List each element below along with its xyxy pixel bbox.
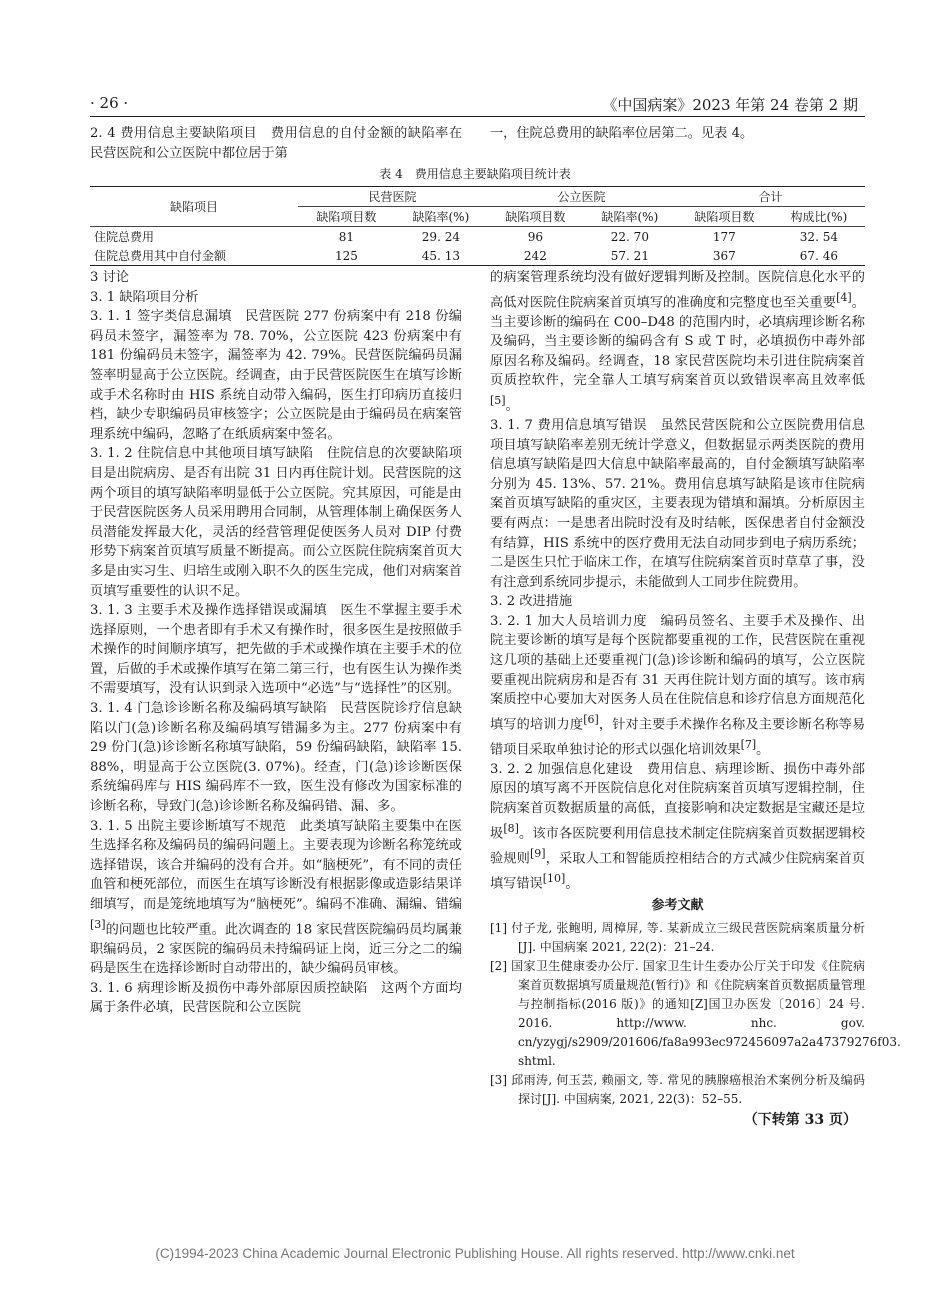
subheader: 缺陷率(%)	[601, 210, 659, 224]
intro-text-right: 一，住院总费用的缺陷率位居第二。见表 4。	[490, 126, 754, 141]
group-header: 民营医院	[298, 187, 487, 207]
table-cell: 242	[523, 248, 547, 263]
paragraph: 3. 1. 3 主要手术及操作选择错误或漏填 医生不掌握主要手术选择原则，一个患者即有手术又有操作时，很多医生是按照做手术操作的时间顺序填写，把先做的手术或操作填在主要手术的位置，后做的手术或操作填写在第二第三行，也有医生认为操作类不需要填写，没有认识到录入选项中“必选”与“选择性”的区别。	[90, 603, 462, 697]
left-column	[90, 268, 462, 1018]
table-row	[90, 246, 865, 266]
table-cell: 22. 70	[610, 229, 649, 244]
intro-right	[490, 124, 865, 144]
table-cell: 96	[527, 229, 544, 244]
header-rule	[90, 116, 865, 117]
paragraph: 3. 1. 4 门急诊诊断名称及编码填写缺陷 民营医院诊疗信息缺陷以门(急)诊断名称及编码填写错漏多为主。277 份病案中有 29 份门(急)诊诊断名称填写缺陷，59 份编码缺陷，缺陷率 15. 88%，明显高于公立医院(3. 07%)。经查，门(急)诊诊断医保系统编码库与 HIS 编码库不一致，医生没有修改为国家标准的诊断名称，导致门(急)诊诊断名称及编码错、漏、多。	[90, 701, 462, 815]
text-run: 3. 1. 5 出院主要诊断填写不规范 此类填写缺陷主要集中在医生选择名称及编码员的编码问题上。主要表现为诊断名称笼统或选择错误，该合并编码的没有合并。如“脑梗死”，有不同的责任血管和梗死部位，而医生在填写诊断没有根据影像或造影结果详细填写，而是笼统地填写为“脑梗死”。编码不准确、漏编、错编	[90, 818, 462, 912]
citation: [4]	[836, 290, 852, 304]
paragraph	[490, 268, 865, 416]
section-heading: 3. 2 改进措施	[490, 594, 573, 610]
section-heading: 3. 1 缺陷项目分析	[90, 289, 199, 305]
text-run: ，针对主要手术操作名称及主要诊断名称等易错项目采取单独讨论的形式以强化培训效果	[490, 717, 866, 758]
citation: [5]	[490, 393, 506, 407]
paragraph: 3. 1. 6 病理诊断及损伤中毒外部原因质控缺陷 这两个方面均属于条件必填，民营医院和公立医院	[90, 980, 462, 1016]
text-run: 3. 2. 2 加强信息化建设 费用信息、病理诊断、损伤中毒外部原因的填写离不开医院信息化对住院病案首页填写逻辑控制，住院病案首页数据质量的高低，直接影响和决定数据是宝藏还是垃圾	[490, 761, 865, 841]
paragraph	[490, 760, 865, 894]
reference-item: [1] 付子龙, 张鲍明, 周樟屏, 等. 某新成立三级民营医院病案质量分析[J]. 中国病案 2021, 22(2)：21–24.	[490, 921, 865, 955]
paragraph	[90, 817, 462, 979]
subheader: 缺陷率(%)	[412, 210, 470, 224]
text-run: 。当主要诊断的编码在 C00–D48 的范围内时，必填病理诊断名称及编码，当主要诊断的编码含有 S 或 T 时，必填损伤中毒外部原因名称及编码。经调查，18 家民营医院均未引进住院病案首页质控软件，完全靠人工填写病案首页以致错误率高且效率低	[490, 294, 865, 389]
paragraph: 3. 1. 7 费用信息填写错误 虽然民营医院和公立医院费用信息项目填写缺陷率差别无统计学意义，但数据显示两类医院的费用信息填写缺陷是四大信息中缺陷率最高的，自付金额填写缺陷率分别为 45. 13%、57. 21%。费用信息填写缺陷是该市住院病案首页填写缺陷的重灾区，主要表现为错填和漏填。分析原因主要有两点：一是患者出院时没有及时结帐，医保患者自付金额没有结算，HIS 系统中的医疗费用无法自动同步到电子病历系统；二是医生只忙于临床工作，在填写住院病案首页时草草了事，没有注意到系统同步提示，未能做到人工同步住院费用。	[490, 417, 865, 590]
paragraph: 3. 1. 2 住院信息中其他项目填写缺陷 住院信息的次要缺陷项目是出院病房、是否有出院 31 日内再住院计划。民营医院的这两个项目的填写缺陷率明显低于公立医院。究其原因，可能是由于民营医院医务人员采用聘用合同制，从管理体制上确保医务人员潜能发挥最大化，灵活的经营管理促使医务人员对 DIP 付费形势下病案首页填写质量不断提高。而公立医院住院病案首页大多是由实习生、归培生或刚入职不久的医生完成，他们对病案首页填写重要性的认识不足。	[90, 446, 462, 599]
table-row	[90, 227, 865, 247]
section-heading: 3 讨论	[90, 270, 129, 285]
table-caption: 表 4 费用信息主要缺陷项目统计表	[379, 167, 571, 181]
subheader: 缺陷项目数	[694, 210, 755, 224]
table-cell: 45. 13	[421, 248, 460, 263]
group-header: 公立医院	[487, 187, 676, 207]
reference-item: [2] 国家卫生健康委办公厅. 国家卫生计生委办公厅关于印发《住院病案首页数据填写质量规范(暂行)》和《住院病案首页数据质量管理与控制指标(2016 版)》的通知[Z]国卫办医发〔2016〕24 号. 2016. http://www. nhc. gov. cn/yzygj/s2909/201606/fa8a993ec972456097a2a47379276f03. shtml.	[490, 959, 901, 1069]
subheader: 缺陷项目数	[505, 210, 566, 224]
paragraph	[490, 612, 865, 760]
table-cell: 81	[338, 229, 355, 244]
journal-title: 《中国病案》2023 年第 24 卷第 2 期	[602, 96, 858, 114]
table-cell: 29. 24	[421, 229, 460, 244]
table-cell: 177	[712, 229, 736, 244]
right-column	[490, 268, 901, 1131]
text-run: 。	[565, 875, 579, 891]
intro-text-left: 费用信息的自付金额的缺陷率在民营医院和公立医院中都位居于第	[90, 126, 463, 161]
table-item-header: 缺陷项目	[169, 200, 218, 214]
group-header: 合计	[676, 187, 865, 207]
citation: [9]	[529, 846, 546, 860]
text-run: 。该市各医院要利用信息技术制定住院病案首页数据逻辑校验规则	[490, 825, 865, 866]
table-cell: 57. 21	[610, 248, 649, 263]
text-run: ，采取人工和智能质控相结合的方式减少住院病案首页填写错误	[490, 850, 866, 891]
section-title-2-4: 2. 4 费用信息主要缺陷项目	[90, 126, 258, 141]
defect-table	[90, 186, 865, 266]
citation: [3]	[90, 917, 106, 931]
subheader: 构成比(%)	[790, 210, 848, 224]
text-run: 的问题也比较严重。此次调查的 18 家民营医院编码员均属兼职编码员，2 家医院的编码员未持编码证上岗，近三分之二的编码是医生在选择诊断时自动带出的，缺少编码员审核。	[90, 921, 462, 977]
citation: [6]	[583, 712, 599, 726]
paragraph: 3. 1. 1 签字类信息漏填 民营医院 277 份病案中有 218 份编码员未签字，漏签率为 78. 70%，公立医院 423 份病案中有 181 份编码员未签字，漏签率为 42. 79%。民营医院编码员漏签率明显高于公立医院。经调查，由于民营医院医生在填写诊断或手术名称时由 HIS 系统自动带入编码，医生打印病历直接归档，缺少专职编码员审核签字；公立医院是由于编码员在病案管理系统中编码，忽略了在纸质病案中签名。	[90, 309, 462, 442]
continued-note: （下转第 33 页）	[743, 1112, 857, 1129]
table-cell: 367	[712, 248, 736, 263]
citation: [10]	[542, 871, 566, 885]
subheader: 缺陷项目数	[316, 210, 377, 224]
reference-item: [3] 邱雨涛, 何玉芸, 赖丽文, 等. 常见的胰腺癌根治术案例分析及编码探讨[J]. 中国病案, 2021, 22(3)：52–55.	[490, 1073, 865, 1107]
table-cell: 67. 46	[799, 248, 838, 263]
citation: [7]	[740, 737, 757, 751]
table-cell: 32. 54	[799, 229, 838, 244]
text-run: 3. 2. 1 加大人员培训力度 编码员签名、主要手术及操作、出院主要诊断的填写是每个医院都要重视的工作，民营医院在重视这几项的基础上还要重视门(急)诊诊断和编码的填写，公立医院要重视出院病房和是否有 31 天再住院计划方面的填写。该市病案质控中心要加大对医务人员在住院信息和诊疗信息方面规范化填写的培训力度	[490, 613, 865, 733]
row-label: 住院总费用	[94, 230, 155, 244]
copyright-footer: (C)1994-2023 China Academic Journal Electronic Publishing House. All rights reserved. http://www.cnki.net	[155, 1246, 795, 1261]
page-number: · 26 ·	[90, 94, 129, 112]
citation: [8]	[503, 821, 519, 835]
intro-left	[90, 124, 462, 163]
text-run: 的病案管理系统均没有做好逻辑判断及控制。医院信息化水平的高低对医院住院病案首页填写的准确度和完整度也至关重要	[490, 270, 865, 310]
text-run: 。	[756, 742, 770, 758]
text-run: 。	[505, 398, 519, 414]
references-heading: 参考文献	[651, 897, 704, 913]
table-cell: 125	[334, 248, 358, 263]
row-label: 住院总费用其中自付金额	[94, 249, 227, 263]
